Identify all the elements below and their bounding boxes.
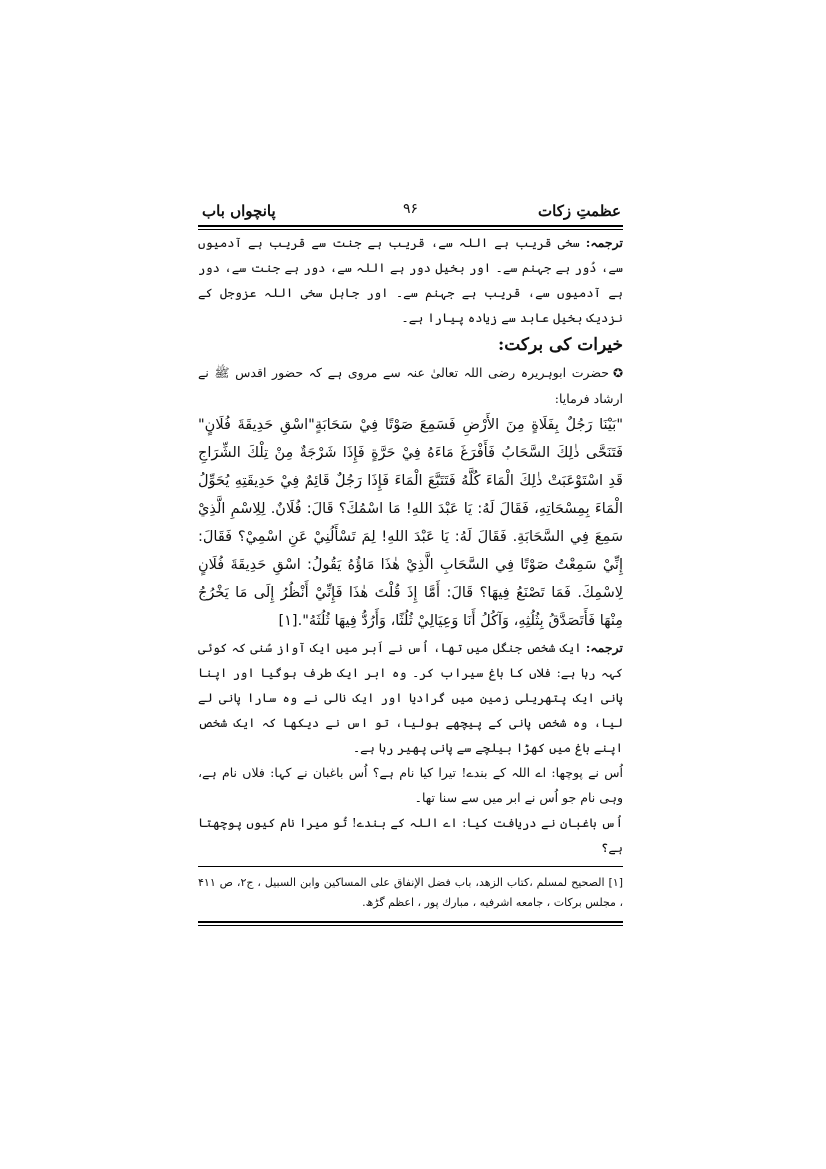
- chapter-title: پانچواں باب: [202, 202, 276, 220]
- section-heading: خیرات کی برکت:: [497, 335, 623, 355]
- paragraph-4: اُس باغبان نے دریافت کیا: اے اللہ کے بندے! تُو میرا نام کیوں پوچھتا ہے؟: [198, 815, 623, 855]
- page-header: [198, 198, 623, 224]
- translation-label: ترجمہ:: [585, 235, 623, 250]
- translation-label: ترجمہ:: [585, 640, 623, 655]
- translation-text: سخی قریب ہے اللہ سے، قریب ہے جنت سے قریب ہے آدمیوں سے، دُور ہے جہنم سے۔ اور بخیل دور ہے اللہ سے، دور ہے جنت سے، دور ہے آدمیوں سے، قریب ہے جہنم سے۔ اور جاہل سخی اللہ عزوجل کے نزدیک بخیل عابد سے زیادہ پیارا ہے۔: [198, 235, 623, 325]
- footnote: [۱] الصحيح لمسلم ،كتاب الزهد، باب فضل الإنفاق على المساكين وابن السبيل ، ج۲، ص ۴۱۱ ، مجلس بركات ، جامعه اشرفيه ، مبارك پور ، اعظم گڑھ.: [198, 876, 624, 909]
- arabic-hadith: "بَيْنَا رَجُلٌ بِفَلَاةٍ مِنَ الأَرْضِ فَسَمِعَ صَوْتًا فِيْ سَحَابَةٍ"اسْقِ حَدِيقَةَ فُلَانٍ" فَتَنَحَّى ذٰلِكَ السَّحَابُ فَأَفْرَغَ مَاءَهُ فِيْ حَرَّةٍ فَإِذَا شَرْجَةٌ مِنْ تِلْكَ الشِّرَاجِ قَدِ اسْتَوْعَبَتْ ذٰلِكَ الْمَاءَ كُلَّهُ فَتَتَبَّعَ الْمَاءَ فَإِذَا رَجُلٌ قَائِمٌ فِيْ حَدِيقَتِهِ يُحَوِّلُ الْمَاءَ بِمِسْحَاتِهِ، فَقَالَ لَهُ: يَا عَبْدَ اللهِ! مَا اسْمُكَ؟ قَالَ: فُلَانٌ. لِلِاسْمِ الَّذِيْ سَمِعَ فِي السَّحَابَةِ. فَقَالَ لَهُ: يَا عَبْدَ اللهِ! لِمَ تَسْأَلُنِيْ عَنِ اسْمِيْ؟ فَقَالَ: إِنِّيْ سَمِعْتُ صَوْتًا فِي السَّحَابِ الَّذِيْ هٰذَا مَاؤُهُ يَقُولُ: اسْقِ حَدِيقَةَ فُلَانٍ لِاسْمِكَ. فَمَا تَصْنَعُ فِيهَا؟ قَالَ: أَمَّا إِذَ قُلْتَ هٰذَا فَإِنِّيْ أَنْظُرُ إِلَى مَا يَخْرُجُ مِنْهَا فَأَتَصَدَّقُ بِثُلُثِهِ، وَآكُلُ أَنَا وَعِيَالِيْ ثُلُثًا، وَأَرُدُّ فِيهَا ثُلُثَهُ".[۱]: [198, 417, 623, 629]
- footer-rule: [198, 921, 623, 926]
- translation-text: ایک شخص جنگل میں تھا، اُس نے اَبر میں ایک آواز سُنی کہ کوئی کہہ رہا ہے: فلاں کا باغ سیراب کر۔ وہ ابر ایک طرف ہوگیا اور اپنا پانی ایک پتھریلی زمین میں گرادیا اور ایک نالی نے وہ سارا پانی لے لیا، وہ شخص پانی کے پیچھے ہولیا، تو اس نے دیکھا کہ ایک شخص اپنے باغ میں کھڑا بیلچے سے پانی پھیر رہا ہے۔: [198, 640, 623, 755]
- narration-text: حضرت ابوہریرہ رضی اللہ تعالیٰ عنہ سے مروی ہے کہ حضور اقدس ﷺ نے ارشاد فرمایا:: [198, 365, 623, 406]
- star-icon: ✪: [612, 366, 623, 380]
- paragraph-3: اُس نے پوچھا: اے اللہ کے بندے! تیرا کیا نام ہے؟ اُس باغبان نے کہا: فلاں نام ہے، وہی نام جو اُس نے ابر میں سے سنا تھا۔: [198, 765, 623, 805]
- translation-paragraph-1: [198, 230, 623, 330]
- book-page: [198, 198, 623, 926]
- translation-paragraph-2: [198, 635, 623, 760]
- footnote-rule: [198, 866, 623, 867]
- page-number: ۹۶: [402, 201, 419, 217]
- book-title: عظمتِ زکات: [538, 202, 621, 220]
- narration-paragraph: [198, 360, 623, 411]
